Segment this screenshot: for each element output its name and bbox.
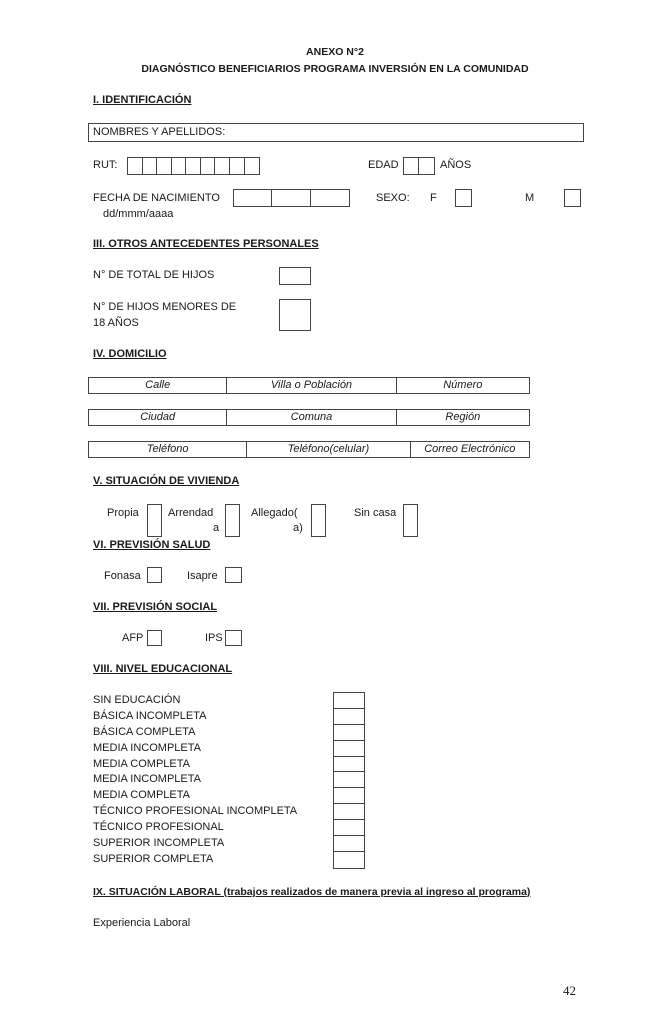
ips-checkbox[interactable] [225,630,242,646]
isapre-label: Isapre [187,570,218,582]
educacion-checkbox[interactable] [334,788,364,804]
list-item: SIN EDUCACIÓN [93,694,181,706]
edad-label: EDAD [368,159,399,171]
villa-poblacion-field[interactable]: Villa o Población [227,378,396,393]
section-antecedentes-heading: III. OTROS ANTECEDENTES PERSONALES [93,238,319,250]
fecha-nacimiento-label: FECHA DE NACIMIENTO [93,192,220,204]
sexo-f-label: F [430,192,437,204]
total-hijos-label: N° DE TOTAL DE HIJOS [93,269,215,281]
list-item: TÉCNICO PROFESIONAL [93,821,224,834]
region-field[interactable]: Región [445,411,481,423]
afp-label: AFP [122,632,144,644]
fonasa-label: Fonasa [104,570,141,582]
section-educacion-heading: VIII. NIVEL EDUCACIONAL [93,663,233,675]
list-item: SUPERIOR COMPLETA [93,852,214,865]
comuna-field[interactable]: Comuna [227,410,396,425]
experiencia-laboral-label: Experiencia Laboral [93,917,191,929]
propia-checkbox[interactable] [147,504,162,537]
afp-checkbox[interactable] [147,630,162,646]
telefono-field[interactable]: Teléfono [89,442,247,457]
fecha-format-label: dd/mmm/aaaa [103,208,174,220]
domicilio-row-3 [88,441,530,458]
ciudad-field[interactable]: Ciudad [89,410,227,425]
isapre-checkbox[interactable] [225,567,242,583]
sin-casa-checkbox[interactable] [403,504,418,537]
section-laboral-heading: IX. SITUACIÓN LABORAL (trabajos realizados de manera previa al ingreso al programa) [93,886,531,898]
educacion-checkbox[interactable] [334,725,364,741]
sin-casa-label: Sin casa [354,507,397,519]
allegado-label-line1: Allegado( [251,507,298,519]
page-number: 42 [563,983,576,998]
sexo-f-checkbox[interactable] [455,189,472,207]
list-item: MEDIA COMPLETA [93,757,190,770]
edad-field[interactable] [403,157,435,175]
domicilio-row-2 [88,409,530,426]
correo-electronico-field[interactable]: Correo Electrónico [424,443,516,455]
educacion-checkbox[interactable] [334,772,364,788]
educacion-checkbox-column [333,692,365,869]
allegado-label-line2: a) [293,522,303,534]
sexo-label: SEXO: [376,192,410,204]
total-hijos-field[interactable] [279,267,311,285]
section-vivienda-heading: V. SITUACIÓN DE VIVIENDA [93,475,240,487]
nombres-field[interactable] [88,123,584,142]
domicilio-row-1 [88,377,530,394]
telefono-celular-field[interactable]: Teléfono(celular) [247,442,410,457]
arrendada-label-line2: a [213,522,220,534]
section-identificacion-heading: I. IDENTIFICACIÓN [93,94,192,106]
educacion-list [93,693,297,868]
fecha-nacimiento-field[interactable] [233,189,350,207]
educacion-checkbox[interactable] [334,757,364,773]
section-social-heading: VII. PREVISIÓN SOCIAL [93,601,218,613]
rut-field[interactable] [127,157,260,175]
anos-label: AÑOS [440,159,472,171]
nombres-label: NOMBRES Y APELLIDOS: [93,126,226,138]
sexo-m-label: M [525,192,535,204]
educacion-checkbox[interactable] [334,836,364,852]
list-item: BÁSICA COMPLETA [93,725,196,738]
section-salud-heading: VI. PREVISIÓN SALUD [93,539,211,551]
document-title: DIAGNÓSTICO BENEFICIARIOS PROGRAMA INVERSIÓN EN LA COMUNIDAD [141,63,529,75]
educacion-checkbox[interactable] [334,804,364,820]
educacion-checkbox[interactable] [334,709,364,725]
ips-label: IPS [205,632,223,644]
educacion-checkbox[interactable] [334,741,364,757]
educacion-checkbox[interactable] [334,852,364,868]
list-item: MEDIA INCOMPLETA [93,773,201,786]
educacion-checkbox[interactable] [334,693,364,709]
arrendada-checkbox[interactable] [225,504,240,537]
propia-label: Propia [107,507,139,519]
list-item: MEDIA COMPLETA [93,789,190,802]
list-item: TÉCNICO PROFESIONAL INCOMPLETA [93,805,298,818]
numero-field[interactable]: Número [443,379,483,391]
allegado-checkbox[interactable] [311,504,326,537]
list-item: SUPERIOR INCOMPLETA [93,837,225,850]
list-item: BÁSICA INCOMPLETA [93,709,207,722]
hijos-menores-label-line2: 18 AÑOS [93,317,139,329]
fonasa-checkbox[interactable] [147,567,162,583]
calle-field[interactable]: Calle [89,378,227,393]
annex-title: ANEXO N°2 [306,46,364,58]
list-item: MEDIA INCOMPLETA [93,741,201,754]
hijos-menores-field[interactable] [279,299,311,331]
educacion-checkbox[interactable] [334,820,364,836]
arrendada-label-line1: Arrendad [168,507,214,519]
rut-label: RUT: [93,159,118,171]
sexo-m-checkbox[interactable] [564,189,581,207]
hijos-menores-label-line1: N° DE HIJOS MENORES DE [93,301,237,313]
section-domicilio-heading: IV. DOMICILIO [93,348,167,360]
